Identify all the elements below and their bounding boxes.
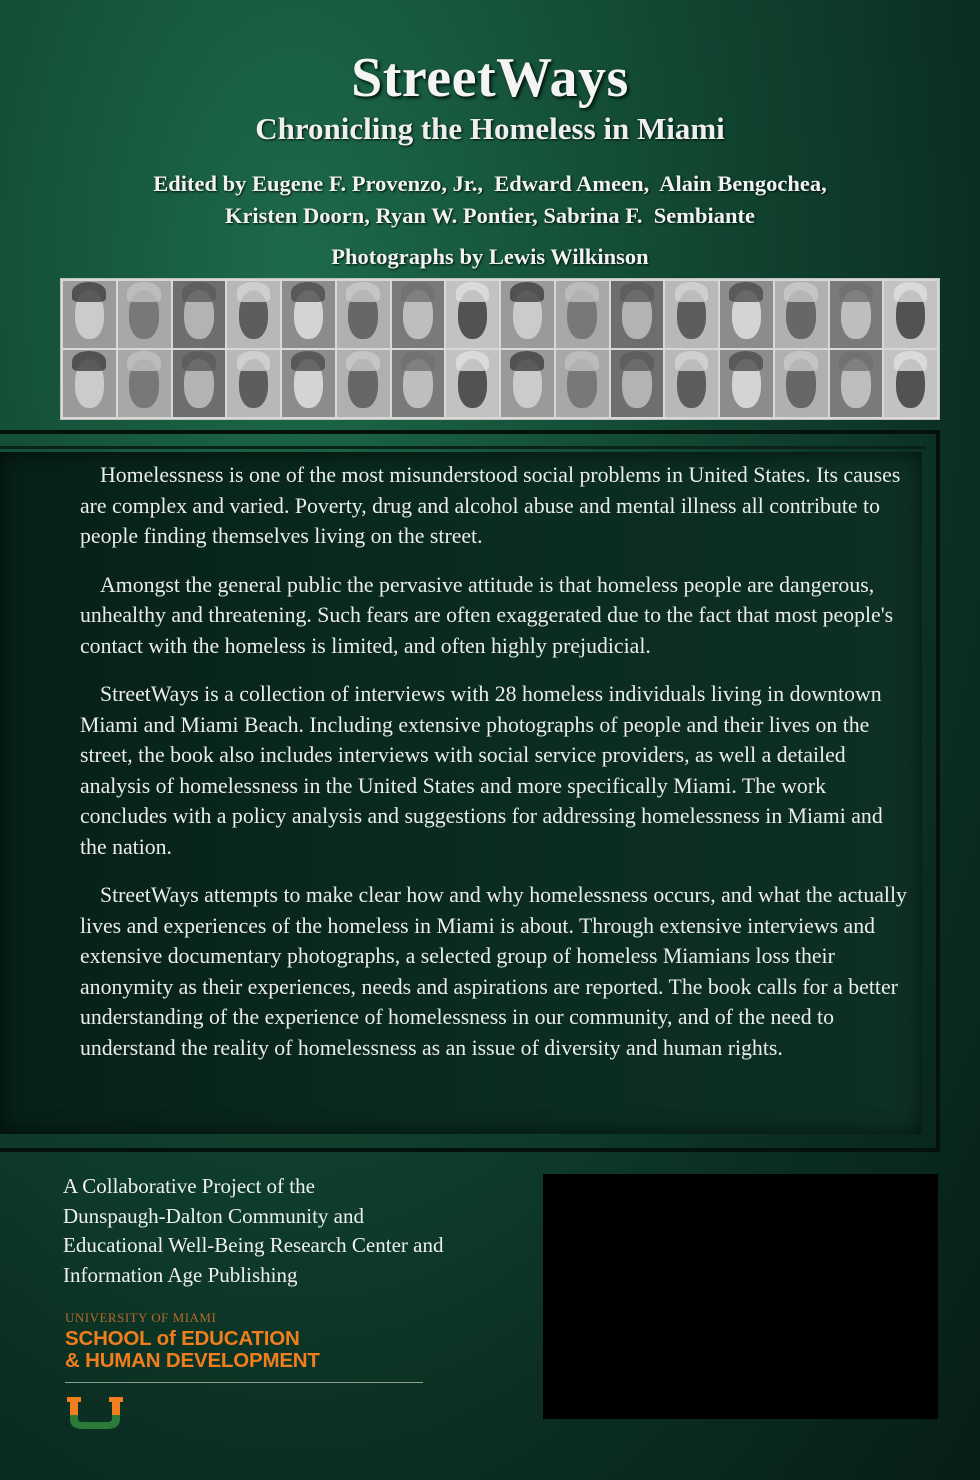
portrait-hair-shape [346,351,380,371]
portrait-photo [118,350,171,417]
portrait-hair-shape [456,351,490,371]
portrait-hair-shape [182,351,216,371]
collab-line-4: Information Age Publishing [63,1262,298,1287]
paragraph-2: Amongst the general public the pervasive attitude is that homeless people are dangerous, unhealthy and threatening. Such fears are often exaggerated due to the fact that most people's contact with the homeless is limited, and often highly prejudicial. [80,572,894,658]
collab-line-1: A Collaborative Project of the [63,1174,315,1198]
university-logo [65,1310,425,1383]
portrait-hair-shape [182,282,216,302]
portrait-photo [337,281,390,348]
portrait-hair-shape [729,351,763,371]
frame-line-bottom [0,1148,940,1152]
portrait-photo [446,350,499,417]
portrait-hair-shape [237,282,271,302]
portrait-photo [830,350,883,417]
portrait-hair-shape [729,282,763,302]
book-title: StreetWays [351,47,629,109]
portrait-hair-shape [401,351,435,371]
collab-line-3: Educational Well-Being Research Center and [63,1233,444,1257]
portrait-photo [227,350,280,417]
portrait-photo [665,281,718,348]
portrait-hair-shape [839,351,873,371]
portrait-photo [501,350,554,417]
portrait-hair-shape [72,282,106,302]
portrait-hair-shape [510,282,544,302]
paragraph-3: StreetWays is a collection of interviews with 28 homeless individuals living in downtown Miami and Miami Beach. Including extensive photographs of people and their lives on the street, the book also includes interviews with social service providers, as well a detailed analysis of homelessness in the United States and more specifically Miami. The work concludes with a policy analysis and suggestions for addressing homelessness in Miami and the nation. [80,682,883,859]
portrait-hair-shape [401,282,435,302]
portrait-photo [775,281,828,348]
portrait-hair-shape [127,282,161,302]
portrait-photo-strip [60,278,940,420]
portrait-photo [173,350,226,417]
collaboration-credit [63,1172,443,1290]
portrait-hair-shape [237,351,271,371]
portrait-photo [282,281,335,348]
collab-line-2: Dunspaugh-Dalton Community and [63,1203,364,1228]
portrait-hair-shape [291,282,325,302]
portrait-photo [446,281,499,348]
frame-line-right [936,430,940,1152]
frame-line-mid [0,446,926,449]
portrait-hair-shape [620,282,654,302]
portrait-hair-shape [456,282,490,302]
portrait-photo [720,350,773,417]
portrait-hair-shape [675,282,709,302]
portrait-photo [501,281,554,348]
portrait-photo [337,350,390,417]
paragraph-1: Homelessness is one of the most misunderstood social problems in United States. Its causes are complex and varied. Poverty, drug and alcohol abuse and mental illness all contribute to people finding themselves living on the street. [80,463,901,548]
portrait-photo [173,281,226,348]
portrait-photo [720,281,773,348]
school-name-line-1: SCHOOL of EDUCATION [65,1327,300,1350]
portrait-hair-shape [839,282,873,302]
university-u-logo-icon [65,1395,125,1431]
portrait-photo [392,281,445,348]
portrait-photo [63,281,116,348]
paragraph-4: StreetWays attempts to make clear how and why homelessness occurs, and what the actually lives and experiences of the homeless in Miami is about. Through extensive interviews and extensive documentary photographs, a selected group of homeless Miamians loss their anonymity as their experiences, needs and aspirations are reported. The book calls for a better understanding of the experience of homelessness in our community, and of the need to understand the reality of homelessness as an issue of diversity and human rights. [80,883,907,1060]
header [0,48,980,272]
portrait-hair-shape [127,351,161,371]
book-subtitle: Chronicling the Homeless in Miami [255,111,725,146]
portrait-hair-shape [565,282,599,302]
portrait-photo [282,350,335,417]
university-name: UNIVERSITY OF MIAMI [65,1310,217,1325]
portrait-hair-shape [565,351,599,371]
photo-credit: Photographs by Lewis Wilkinson [331,244,649,269]
portrait-hair-shape [72,351,106,371]
description-text [80,460,912,1081]
barcode-area [543,1174,938,1419]
portrait-photo [118,281,171,348]
portrait-hair-shape [620,351,654,371]
portrait-hair-shape [784,351,818,371]
school-name-line-2: & HUMAN DEVELOPMENT [65,1349,320,1372]
portrait-photo [665,350,718,417]
portrait-photo [884,281,937,348]
logo-divider [65,1382,423,1383]
portrait-hair-shape [784,282,818,302]
portrait-photo [775,350,828,417]
portrait-hair-shape [291,351,325,371]
editors-credit [0,168,980,232]
portrait-hair-shape [510,351,544,371]
portrait-hair-shape [346,282,380,302]
portrait-photo [611,350,664,417]
portrait-photo [227,281,280,348]
portrait-hair-shape [894,282,928,302]
portrait-hair-shape [894,351,928,371]
editors-line-1: Edited by Eugene F. Provenzo, Jr., Edward Ameen, Alain Bengochea, [153,171,827,196]
frame-line-top [0,430,940,434]
portrait-photo [884,350,937,417]
portrait-hair-shape [675,351,709,371]
portrait-photo [556,350,609,417]
portrait-photo [556,281,609,348]
portrait-photo [392,350,445,417]
portrait-photo [63,350,116,417]
portrait-photo [830,281,883,348]
portrait-photo [611,281,664,348]
editors-line-2: Kristen Doorn, Ryan W. Pontier, Sabrina F. Sembiante [224,203,756,228]
